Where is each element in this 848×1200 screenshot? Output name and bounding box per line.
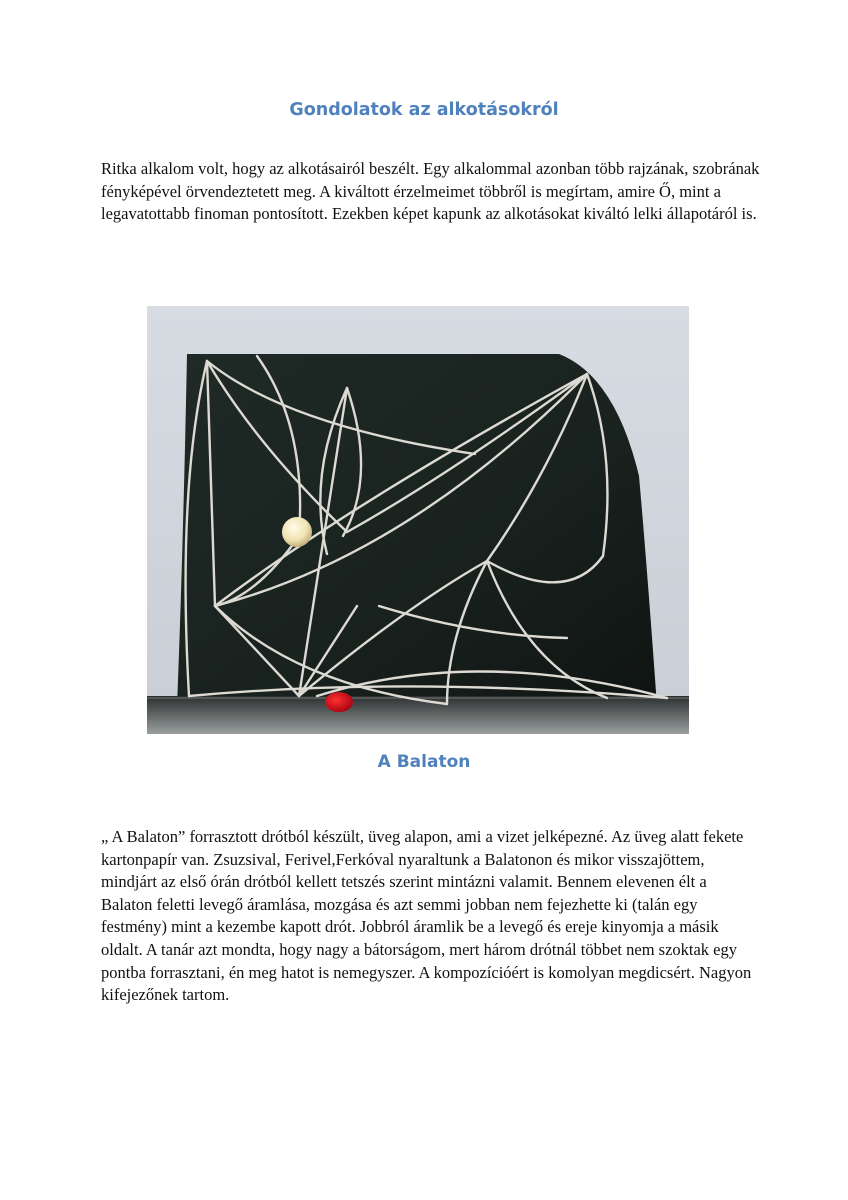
page-title: Gondolatok az alkotásokról — [289, 100, 559, 120]
intro-paragraph: Ritka alkalom volt, hogy az alkotásairól beszélt. Egy alkalommal azonban több rajzának, szobrának fényképével örvendeztetett meg. A kiváltott érzelmeimet többről is megírtam, amire Ő, mint a legavatottabb finoman pontosított. Ezekben képet kapunk az alkotásokat kiváltó lelki állapotáról is. — [101, 159, 760, 224]
body-paragraph: „ A Balaton” forrasztott drótból készült, üveg alapon, ami a vizet jelképezné. Az üveg alatt fekete kartonpapír van. Zsuzsival, Ferivel,Ferkóval nyaraltunk a Balatonon és mikor visszajöttem, mindjárt az első órán drótból kellett tetszés szerint mintázni valamit. Bennem elevenen élt a Balaton feletti levegő áramlása, mozgása és azt semmi jobban nem fejezhette ki (talán egy festmény) mint a kezembe kapott drót. Jobbról áramlik be a levegő és ereje kinyomja a másik oldalt. A tanár azt mondta, hogy nagy a bátorságom, mert három drótnál többet nem szoktak egy pontba forrasztani, én meg hatot is nemegyszer. A kompozícióért is komolyan megdicsért. Nagyon kifejezőnek tartom. — [101, 827, 752, 1005]
figure-caption: A Balaton — [377, 752, 471, 772]
sculpture-photo — [147, 306, 689, 734]
